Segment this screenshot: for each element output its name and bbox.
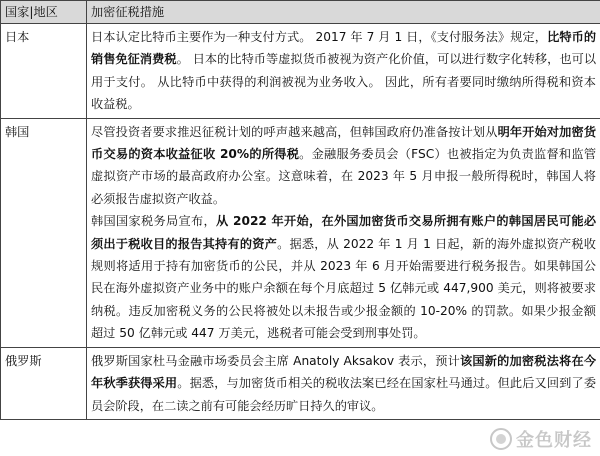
- bold-text: 比特币的销售免征消费税: [91, 30, 597, 67]
- bold-text: 从 2022 年开始，在外国加密货币交易所拥有账户的韩国居民可能必须出于税收目的报告其持有的资产: [91, 214, 597, 251]
- watermark-text: 金色财经: [516, 430, 592, 451]
- text-run: 。据悉，与加密货币相关的税收法案已经在国家杜马通过。但此后又回到了委员会阶段，在二读之前有可能会经历旷日持久的审议。: [91, 376, 597, 413]
- measures-cell: [87, 24, 600, 119]
- bold-text: 明年开始对加密货币交易的资本收益征收 20%的所得税: [91, 124, 597, 162]
- measure-paragraph: [91, 121, 596, 211]
- watermark: [490, 426, 592, 452]
- text-run: 日本认定比特币主要作为一种支付方式。 2017 年 7 月 1 日，《支付服务法》规定，: [91, 30, 548, 44]
- text-run: 俄罗斯国家杜马金融市场委员会主席 Anatoly Aksakov 表示，预计: [91, 353, 461, 368]
- text-run: 。据悉，从 2022 年 1 月 1 日起，新的海外虚拟资产税收规则将适用于持有加密货币的公民，并从 2023 年 6 月开始需要进行税务报告。如果韩国公民在海外虚拟资产业务中的账户余额在每个月底超过 5 亿韩元或 447,900 美元，则将被要求纳税。违反加密税义务的公民将被处以未报告或少报金额的 10-20% 的罚款。如果少报金额超过 50 亿韩元或 447 万美元，逃税者可能会受到刑事处罚。: [91, 236, 596, 341]
- text-run: 韩国国家税务局宣布，: [91, 214, 216, 229]
- country-cell: 韩国: [1, 118, 87, 347]
- text-run: 。 日本的比特币等虚拟货币被视为资产化价值，可以进行数字化转移，也可以用于支付。 从比特币中获得的利润被视为业务收入。 因此，所有者要同时缴纳所得税和资本收益税。: [91, 52, 597, 112]
- measure-paragraph: [91, 26, 596, 116]
- table-row: [1, 118, 600, 347]
- text-run: 。金融服务委员会（FSC）也被指定为负责监督和监管虚拟资产市场的最高政府办公室。这意味着，在 2023 年 5 月申报一般所得税时，韩国人将必须报告虚拟资产收益。: [91, 147, 597, 206]
- measures-cell: [87, 118, 600, 347]
- table-row: [1, 347, 600, 419]
- measure-paragraph: [91, 210, 596, 344]
- measures-cell: [87, 347, 600, 419]
- header-measures: 加密征税措施: [87, 1, 600, 24]
- jinse-logo-icon: [490, 428, 512, 450]
- bold-text: 该国新的加密税法将在今年秋季获得采用: [91, 353, 597, 391]
- header-region: 国家|地区: [1, 1, 87, 24]
- country-cell: 日本: [1, 24, 87, 119]
- table-header-row: [1, 1, 600, 24]
- country-cell: 俄罗斯: [1, 347, 87, 419]
- measure-paragraph: [91, 350, 596, 417]
- table-row: [1, 24, 600, 119]
- text-run: 尽管投资者要求推迟征税计划的呼声越来越高，但韩国政府仍准备按计划从: [91, 124, 498, 139]
